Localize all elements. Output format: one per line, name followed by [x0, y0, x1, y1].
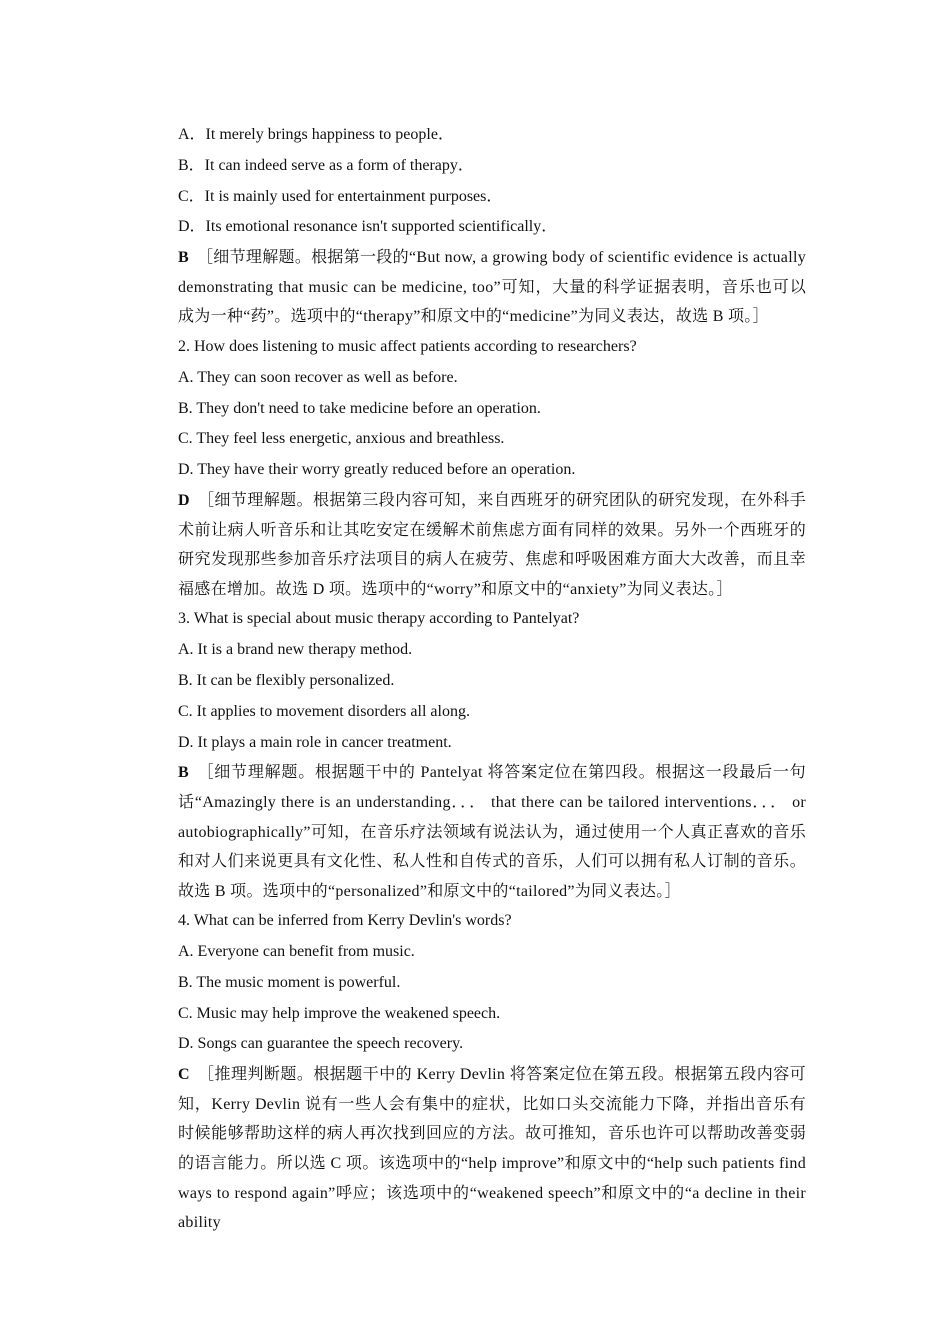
- q4-option-d: D. Songs can guarantee the speech recovery.: [178, 1035, 464, 1053]
- q2-option-a: A. They can soon recover as well as before.: [178, 368, 458, 386]
- q4-answer: C: [178, 1066, 190, 1084]
- q4-explanation-block: [144, 1060, 806, 1238]
- q3-question: 3. What is special about music therapy according to Pantelyat?: [178, 610, 580, 628]
- q3-option-d: D. It plays a main role in cancer treatment.: [178, 733, 452, 751]
- q1-explanation: ［细节理解题。根据第一段的“But now, a growing body of scientific evidence is actually demonstrating that music can be medicine, too”可知，大量的科学证据表明，音乐也可以成为一种“药”。选项中的“therapy”和原文中的“medicine”为同义表达，故选 B 项。］: [178, 249, 806, 326]
- q3-option-a: A. It is a brand new therapy method.: [178, 641, 413, 659]
- q2-answer: D: [178, 491, 190, 509]
- q1-option-a: A．It merely brings happiness to people．: [178, 126, 454, 143]
- q3-option-c: C. It applies to movement disorders all along.: [178, 702, 470, 720]
- q4-option-c: C. Music may help improve the weakened speech.: [178, 1004, 501, 1022]
- q1-explanation-block: [144, 243, 806, 332]
- q1-option-d: D．Its emotional resonance isn't supported scientifically．: [178, 218, 558, 236]
- q3-answer: B: [178, 764, 189, 782]
- q4-question: 4. What can be inferred from Kerry Devlin's words?: [178, 912, 512, 930]
- content-area: [144, 120, 806, 1238]
- q2-option-d: D. They have their worry greatly reduced before an operation.: [178, 461, 576, 479]
- q4-option-a: A. Everyone can benefit from music.: [178, 943, 415, 961]
- q3-explanation-block: [144, 758, 806, 906]
- q3-option-b: B. It can be flexibly personalized.: [178, 671, 395, 689]
- q1-option-b: B．It can indeed serve as a form of therapy．: [178, 156, 474, 174]
- q2-explanation: ［细节理解题。根据第三段内容可知，来自西班牙的研究团队的研究发现，在外科手术前让病人听音乐和让其吃安定在缓解术前焦虑方面有同样的效果。另外一个西班牙的研究发现那些参加音乐疗法项目的病人在疲劳、焦虑和呼吸困难方面大大改善，而且幸福感在增加。故选 D 项。选项中的“worry”和原文中的“anxiety”为同义表达。］: [178, 491, 806, 598]
- q1-option-c: C．It is mainly used for entertainment purposes．: [178, 187, 503, 205]
- q4-option-b: B. The music moment is powerful.: [178, 973, 401, 991]
- q4-explanation: ［推理判断题。根据题干中的 Kerry Devlin 将答案定位在第五段。根据第五段内容可知，Kerry Devlin 说有一些人会有集中的症状，比如口头交流能力下降，并指出音乐有时候能够帮助这样的病人再次找到回应的方法。故可推知，音乐也许可以帮助改善变弱的语言能力。所以选 C 项。该选项中的“help improve”和原文中的“help such patients find ways to respond again”呼应；该选项中的“weakened speech”和原文中的“a decline in their ability: [178, 1066, 806, 1232]
- q2-question: 2. How does listening to music affect patients according to researchers?: [178, 337, 637, 355]
- q2-explanation-block: [144, 486, 806, 604]
- q2-option-c: C. They feel less energetic, anxious and breathless.: [178, 430, 505, 448]
- q1-answer: B: [178, 249, 189, 267]
- q3-explanation: ［细节理解题。根据题干中的 Pantelyat 将答案定位在第四段。根据这一段最后一句话“Amazingly there is an understanding．．． that there can be tailored interventions．．． or autobiographically”可知，在音乐疗法领域有说法认为，通过使用一个人真正喜欢的音乐和对人们来说更具有文化性、私人性和自传式的音乐，人们可以拥有私人订制的音乐。故选 B 项。选项中的“personalized”和原文中的“tailored”为同义表达。］: [178, 764, 806, 900]
- q2-option-b: B. They don't need to take medicine before an operation.: [178, 399, 541, 417]
